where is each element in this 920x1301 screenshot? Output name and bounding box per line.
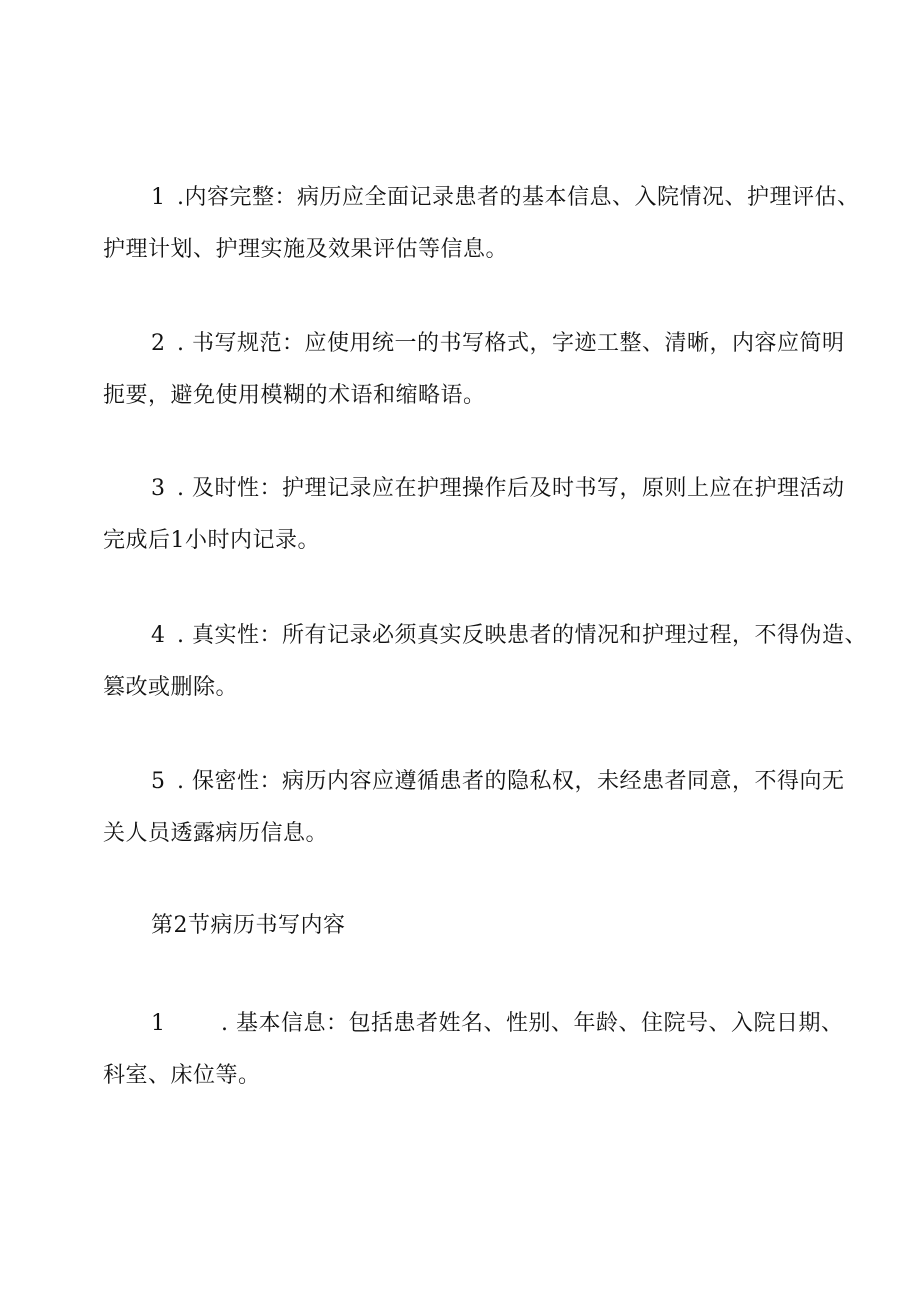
item-text-line-1: . 书写规范：应使用统一的书写格式，字迹工整、清晰，内容应简明 <box>177 331 845 356</box>
item-text-line-2: 护理计划、护理实施及效果评估等信息。 <box>103 237 509 262</box>
item-number: 1 <box>151 185 166 210</box>
item-text-line-2: 完成后1小时内记录。 <box>103 528 320 553</box>
list-item <box>103 756 845 860</box>
item-text-line-1: .内容完整：病历应全面记录患者的基本信息、入院情况、护理评估、 <box>177 185 860 210</box>
list-item <box>103 318 845 422</box>
list-item <box>103 172 860 276</box>
item-text-line-2: 关人员透露病历信息。 <box>103 821 329 846</box>
item-number: 4 <box>151 623 166 648</box>
list-item <box>103 610 867 714</box>
item-number: 3 <box>151 476 166 501</box>
section-heading: 第2节病历书写内容 <box>151 913 346 938</box>
list-item <box>103 998 844 1102</box>
item-text-line-1: . 基本信息：包括患者姓名、性别、年龄、住院号、入院日期、 <box>221 1011 844 1036</box>
item-text-line-2: 科室、床位等。 <box>103 1063 261 1088</box>
item-number: 2 <box>151 331 166 356</box>
item-text-line-2: 篡改或删除。 <box>103 675 239 700</box>
item-text-line-1: . 保密性：病历内容应遵循患者的隐私权，未经患者同意，不得向无 <box>177 769 845 794</box>
item-number: 1 <box>151 1011 166 1036</box>
item-number: 5 <box>151 769 166 794</box>
item-text-line-1: . 真实性：所有记录必须真实反映患者的情况和护理过程，不得伪造、 <box>177 623 867 648</box>
item-text-line-1: . 及时性：护理记录应在护理操作后及时书写，原则上应在护理活动 <box>177 476 845 501</box>
list-item <box>103 463 845 567</box>
item-text-line-2: 扼要，避免使用模糊的术语和缩略语。 <box>103 383 486 408</box>
